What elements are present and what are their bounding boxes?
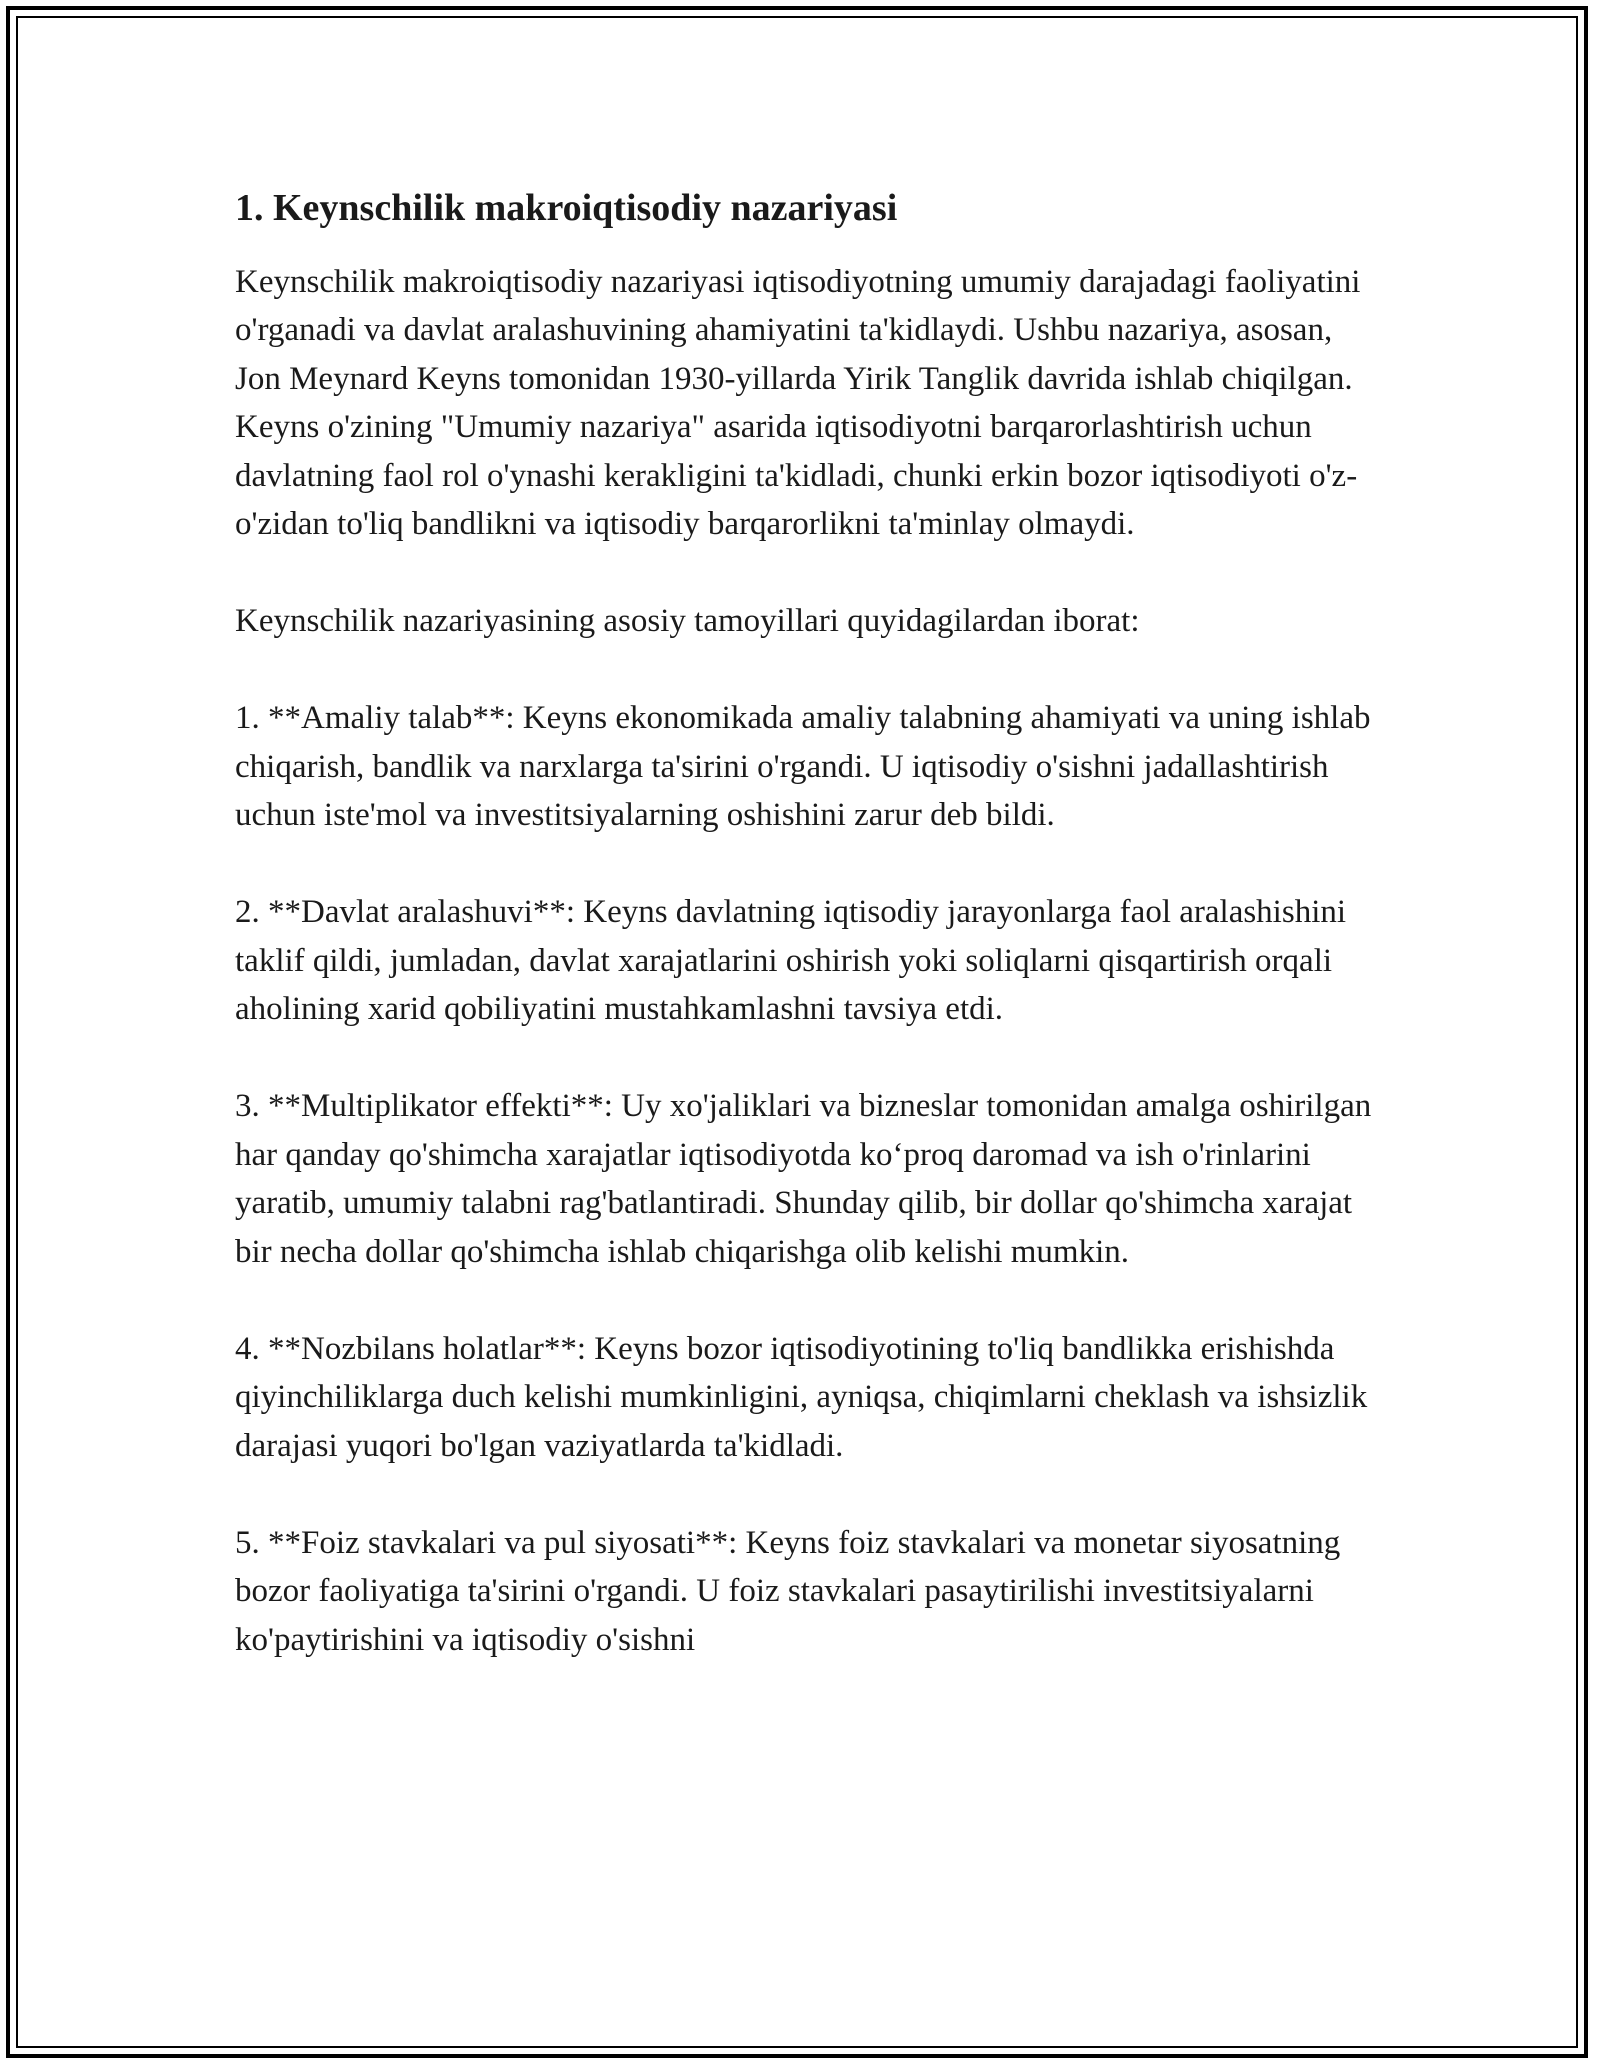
section-heading: 1. Keynschilik makroiqtisodiy nazariyasi [235, 187, 898, 229]
principle-item-1: 1. **Amaliy talab**: Keyns ekonomikada amaliy talabning ahamiyati va uning ishlab chiqarish, bandlik va narxlarga ta'sirini o'rgandi. U iqtisodiy o'sishni jadallashtirish uchun iste'mol va investitsiyalarning oshishini zarur deb bildi. [235, 700, 1371, 834]
principle-item-5: 5. **Foiz stavkalari va pul siyosati**: Keyns foiz stavkalari va monetar siyosatning bozor faoliyatiga ta'sirini o'rgandi. U foiz stavkalari pasaytirilishi investitsiyalarni ko'paytirishini va iqtisodiy o'sishni [235, 1524, 1341, 1658]
principles-intro: Keynschilik nazariyasining asosiy tamoyillari quyidagilardan iborat: [235, 603, 1140, 640]
principle-item-3: 3. **Multiplikator effekti**: Uy xo'jaliklari va bizneslar tomonidan amalga oshirilgan har qanday qo'shimcha xarajatlar iqtisodiyotda ko‘proq daromad va ish o'rinlarini yaratib, umumiy talabni rag'batlantiradi. Shunday qilib, bir dollar qo'shimcha xarajat bir necha dollar qo'shimcha ishlab chiqarishga olib kelishi mumkin. [235, 1088, 1372, 1270]
intro-paragraph: Keynschilik makroiqtisodiy nazariyasi iqtisodiyotning umumiy darajadagi faoliyatini o'rganadi va davlat aralashuvining ahamiyatini ta'kidlaydi. Ushbu nazariya, asosan, Jon Meynard Keyns tomonidan 1930-yillarda Yirik Tanglik davrida ishlab chiqilgan. Keyns o'zining "Umumiy nazariya" asarida iqtisodiyotni barqarorlashtirish uchun davlatning faol rol o'ynashi kerakligini ta'kidladi, chunki erkin bozor iqtisodiyoti o'z-o'zidan to'liq bandlikni va iqtisodiy barqarorlikni ta'minlay olmaydi. [235, 263, 1361, 543]
principle-item-4: 4. **Nozbilans holatlar**: Keyns bozor iqtisodiyotining to'liq bandlikka erishishda qiyinchiliklarga duch kelishi mumkinligini, ayniqsa, chiqimlarni cheklash va ishsizlik darajasi yuqori bo'lgan vaziyatlarda ta'kidladi. [235, 1330, 1368, 1464]
principle-item-2: 2. **Davlat aralashuvi**: Keyns davlatning iqtisodiy jarayonlarga faol aralashishini taklif qildi, jumladan, davlat xarajatlarini oshirish yoki soliqlarni qisqartirish orqali aholining xarid qobiliyatini mustahkamlashni tavsiya etdi. [235, 894, 1347, 1028]
document-body [235, 186, 1385, 1713]
